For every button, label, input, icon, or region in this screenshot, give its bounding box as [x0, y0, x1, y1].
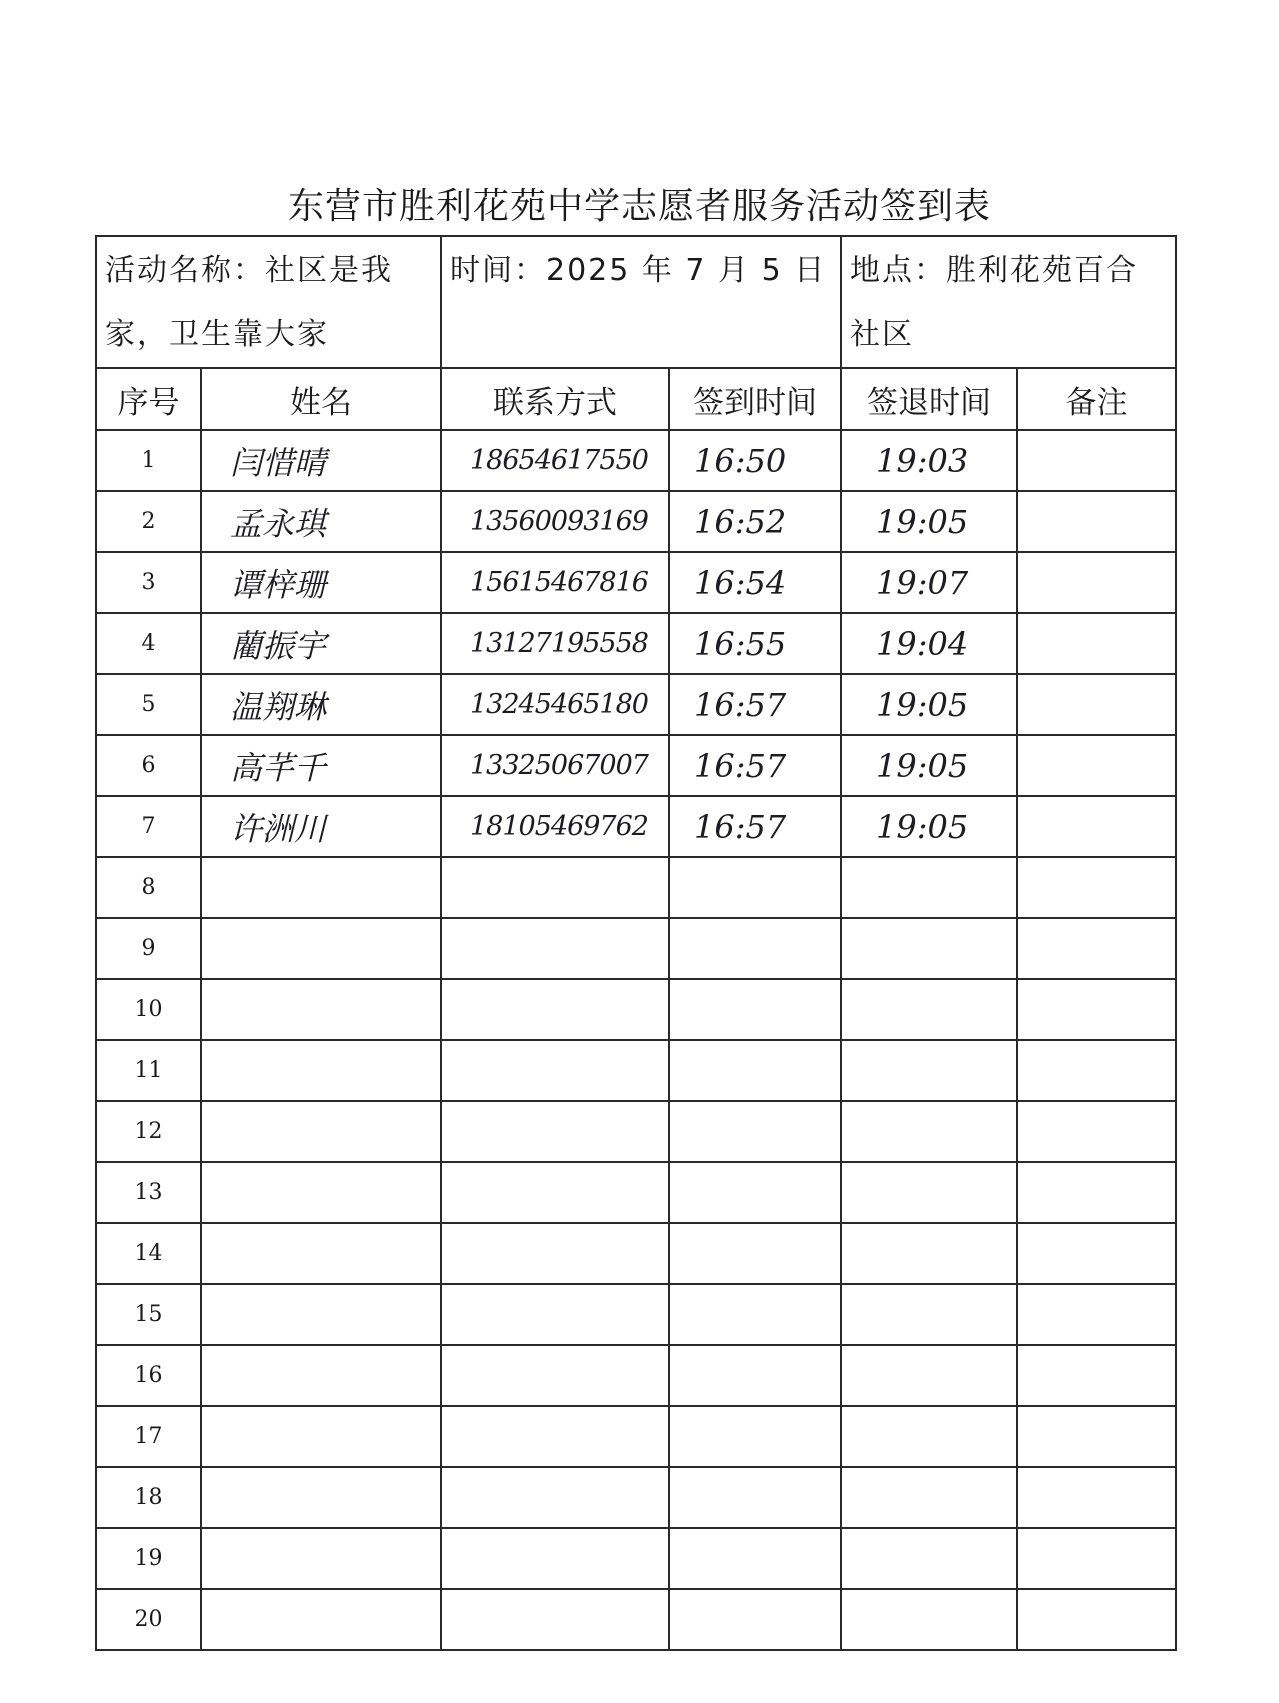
info-row	[96, 236, 1176, 368]
table-row	[96, 735, 1176, 796]
row-seq: 13	[96, 1162, 201, 1223]
row-contact: 13325067007	[441, 735, 669, 796]
row-sign-out	[841, 857, 1017, 918]
table-row	[96, 1345, 1176, 1406]
row-remark	[1017, 1162, 1176, 1223]
table-row	[96, 1406, 1176, 1467]
row-contact: 18105469762	[441, 796, 669, 857]
row-sign-in: 16:50	[669, 430, 841, 491]
row-seq: 7	[96, 796, 201, 857]
row-contact	[441, 1101, 669, 1162]
row-name: 藺振宇	[201, 613, 441, 674]
header-sign-in: 签到时间	[669, 368, 841, 430]
row-contact	[441, 1345, 669, 1406]
activity-name-cell: 活动名称：社区是我家，卫生靠大家	[96, 236, 441, 368]
row-contact	[441, 1162, 669, 1223]
table-row	[96, 491, 1176, 552]
row-contact	[441, 1589, 669, 1650]
row-seq: 8	[96, 857, 201, 918]
row-remark	[1017, 613, 1176, 674]
row-sign-in	[669, 1345, 841, 1406]
row-sign-in: 16:57	[669, 735, 841, 796]
row-remark	[1017, 1223, 1176, 1284]
table-row	[96, 552, 1176, 613]
row-sign-in	[669, 979, 841, 1040]
row-name	[201, 1223, 441, 1284]
row-name	[201, 1101, 441, 1162]
row-sign-out	[841, 1040, 1017, 1101]
row-remark	[1017, 1101, 1176, 1162]
row-seq: 3	[96, 552, 201, 613]
row-remark	[1017, 1284, 1176, 1345]
row-seq: 19	[96, 1528, 201, 1589]
table-row	[96, 796, 1176, 857]
row-name	[201, 857, 441, 918]
row-name: 许洲川	[201, 796, 441, 857]
row-sign-out	[841, 1528, 1017, 1589]
row-sign-out	[841, 1162, 1017, 1223]
table-row	[96, 1162, 1176, 1223]
row-name	[201, 1284, 441, 1345]
row-seq: 20	[96, 1589, 201, 1650]
row-contact	[441, 1528, 669, 1589]
row-seq: 2	[96, 491, 201, 552]
row-sign-in: 16:57	[669, 674, 841, 735]
table-row	[96, 1528, 1176, 1589]
row-name	[201, 1528, 441, 1589]
row-seq: 10	[96, 979, 201, 1040]
row-sign-out: 19:05	[841, 796, 1017, 857]
table-row	[96, 613, 1176, 674]
header-seq: 序号	[96, 368, 201, 430]
row-sign-out	[841, 1406, 1017, 1467]
row-contact: 13127195558	[441, 613, 669, 674]
row-contact	[441, 857, 669, 918]
row-remark	[1017, 1040, 1176, 1101]
row-sign-out	[841, 1223, 1017, 1284]
row-remark	[1017, 491, 1176, 552]
table-row	[96, 1101, 1176, 1162]
row-contact	[441, 1040, 669, 1101]
activity-time-cell: 时间：2025 年 7 月 5 日	[441, 236, 841, 368]
table-row	[96, 1589, 1176, 1650]
row-sign-out	[841, 1101, 1017, 1162]
row-sign-out	[841, 1467, 1017, 1528]
row-seq: 18	[96, 1467, 201, 1528]
row-sign-in: 16:54	[669, 552, 841, 613]
header-remark: 备注	[1017, 368, 1176, 430]
row-sign-in	[669, 1040, 841, 1101]
row-seq: 1	[96, 430, 201, 491]
table-row	[96, 430, 1176, 491]
row-sign-in	[669, 1223, 841, 1284]
row-sign-out: 19:05	[841, 674, 1017, 735]
table-row	[96, 857, 1176, 918]
row-remark	[1017, 857, 1176, 918]
row-seq: 14	[96, 1223, 201, 1284]
row-sign-in	[669, 1162, 841, 1223]
row-name: 谭梓珊	[201, 552, 441, 613]
row-sign-out: 19:04	[841, 613, 1017, 674]
table-row	[96, 674, 1176, 735]
row-seq: 4	[96, 613, 201, 674]
row-name	[201, 979, 441, 1040]
row-sign-out: 19:05	[841, 735, 1017, 796]
row-sign-out	[841, 1589, 1017, 1650]
row-remark	[1017, 1528, 1176, 1589]
row-remark	[1017, 1406, 1176, 1467]
header-sign-out: 签退时间	[841, 368, 1017, 430]
row-sign-out	[841, 1284, 1017, 1345]
sign-in-table	[95, 235, 1177, 1651]
row-name	[201, 918, 441, 979]
table-row	[96, 918, 1176, 979]
row-remark	[1017, 552, 1176, 613]
row-sign-out: 19:07	[841, 552, 1017, 613]
row-sign-out	[841, 1345, 1017, 1406]
row-sign-out	[841, 918, 1017, 979]
row-sign-in	[669, 1528, 841, 1589]
row-seq: 6	[96, 735, 201, 796]
row-name: 孟永琪	[201, 491, 441, 552]
row-sign-in	[669, 857, 841, 918]
row-name: 高芊千	[201, 735, 441, 796]
row-remark	[1017, 1345, 1176, 1406]
table-row	[96, 1223, 1176, 1284]
table-row	[96, 1040, 1176, 1101]
row-contact	[441, 918, 669, 979]
row-remark	[1017, 674, 1176, 735]
row-sign-out: 19:05	[841, 491, 1017, 552]
activity-location-cell: 地点：胜利花苑百合社区	[841, 236, 1176, 368]
row-sign-in	[669, 1101, 841, 1162]
row-name	[201, 1040, 441, 1101]
row-sign-out: 19:03	[841, 430, 1017, 491]
row-contact: 18654617550	[441, 430, 669, 491]
row-remark	[1017, 918, 1176, 979]
row-sign-in	[669, 1467, 841, 1528]
row-contact: 15615467816	[441, 552, 669, 613]
header-row	[96, 368, 1176, 430]
row-name: 温翔琳	[201, 674, 441, 735]
row-remark	[1017, 430, 1176, 491]
row-seq: 15	[96, 1284, 201, 1345]
row-sign-in	[669, 1406, 841, 1467]
row-sign-in	[669, 918, 841, 979]
row-remark	[1017, 979, 1176, 1040]
row-contact: 13245465180	[441, 674, 669, 735]
row-sign-in: 16:52	[669, 491, 841, 552]
row-sign-in: 16:55	[669, 613, 841, 674]
row-contact	[441, 1223, 669, 1284]
row-seq: 5	[96, 674, 201, 735]
row-contact	[441, 1406, 669, 1467]
header-name: 姓名	[201, 368, 441, 430]
row-seq: 16	[96, 1345, 201, 1406]
row-contact	[441, 1467, 669, 1528]
table-row	[96, 1284, 1176, 1345]
row-seq: 12	[96, 1101, 201, 1162]
row-remark	[1017, 796, 1176, 857]
row-name: 闫惜晴	[201, 430, 441, 491]
header-contact: 联系方式	[441, 368, 669, 430]
page-title: 东营市胜利花苑中学志愿者服务活动签到表	[287, 186, 991, 227]
row-remark	[1017, 1589, 1176, 1650]
row-seq: 9	[96, 918, 201, 979]
row-name	[201, 1345, 441, 1406]
row-remark	[1017, 1467, 1176, 1528]
row-sign-out	[841, 979, 1017, 1040]
row-remark	[1017, 735, 1176, 796]
row-seq: 11	[96, 1040, 201, 1101]
row-sign-in	[669, 1589, 841, 1650]
row-name	[201, 1406, 441, 1467]
row-sign-in: 16:57	[669, 796, 841, 857]
row-sign-in	[669, 1284, 841, 1345]
table-row	[96, 1467, 1176, 1528]
table-row	[96, 979, 1176, 1040]
row-name	[201, 1589, 441, 1650]
row-contact	[441, 979, 669, 1040]
row-seq: 17	[96, 1406, 201, 1467]
row-name	[201, 1467, 441, 1528]
row-contact: 13560093169	[441, 491, 669, 552]
row-name	[201, 1162, 441, 1223]
row-contact	[441, 1284, 669, 1345]
